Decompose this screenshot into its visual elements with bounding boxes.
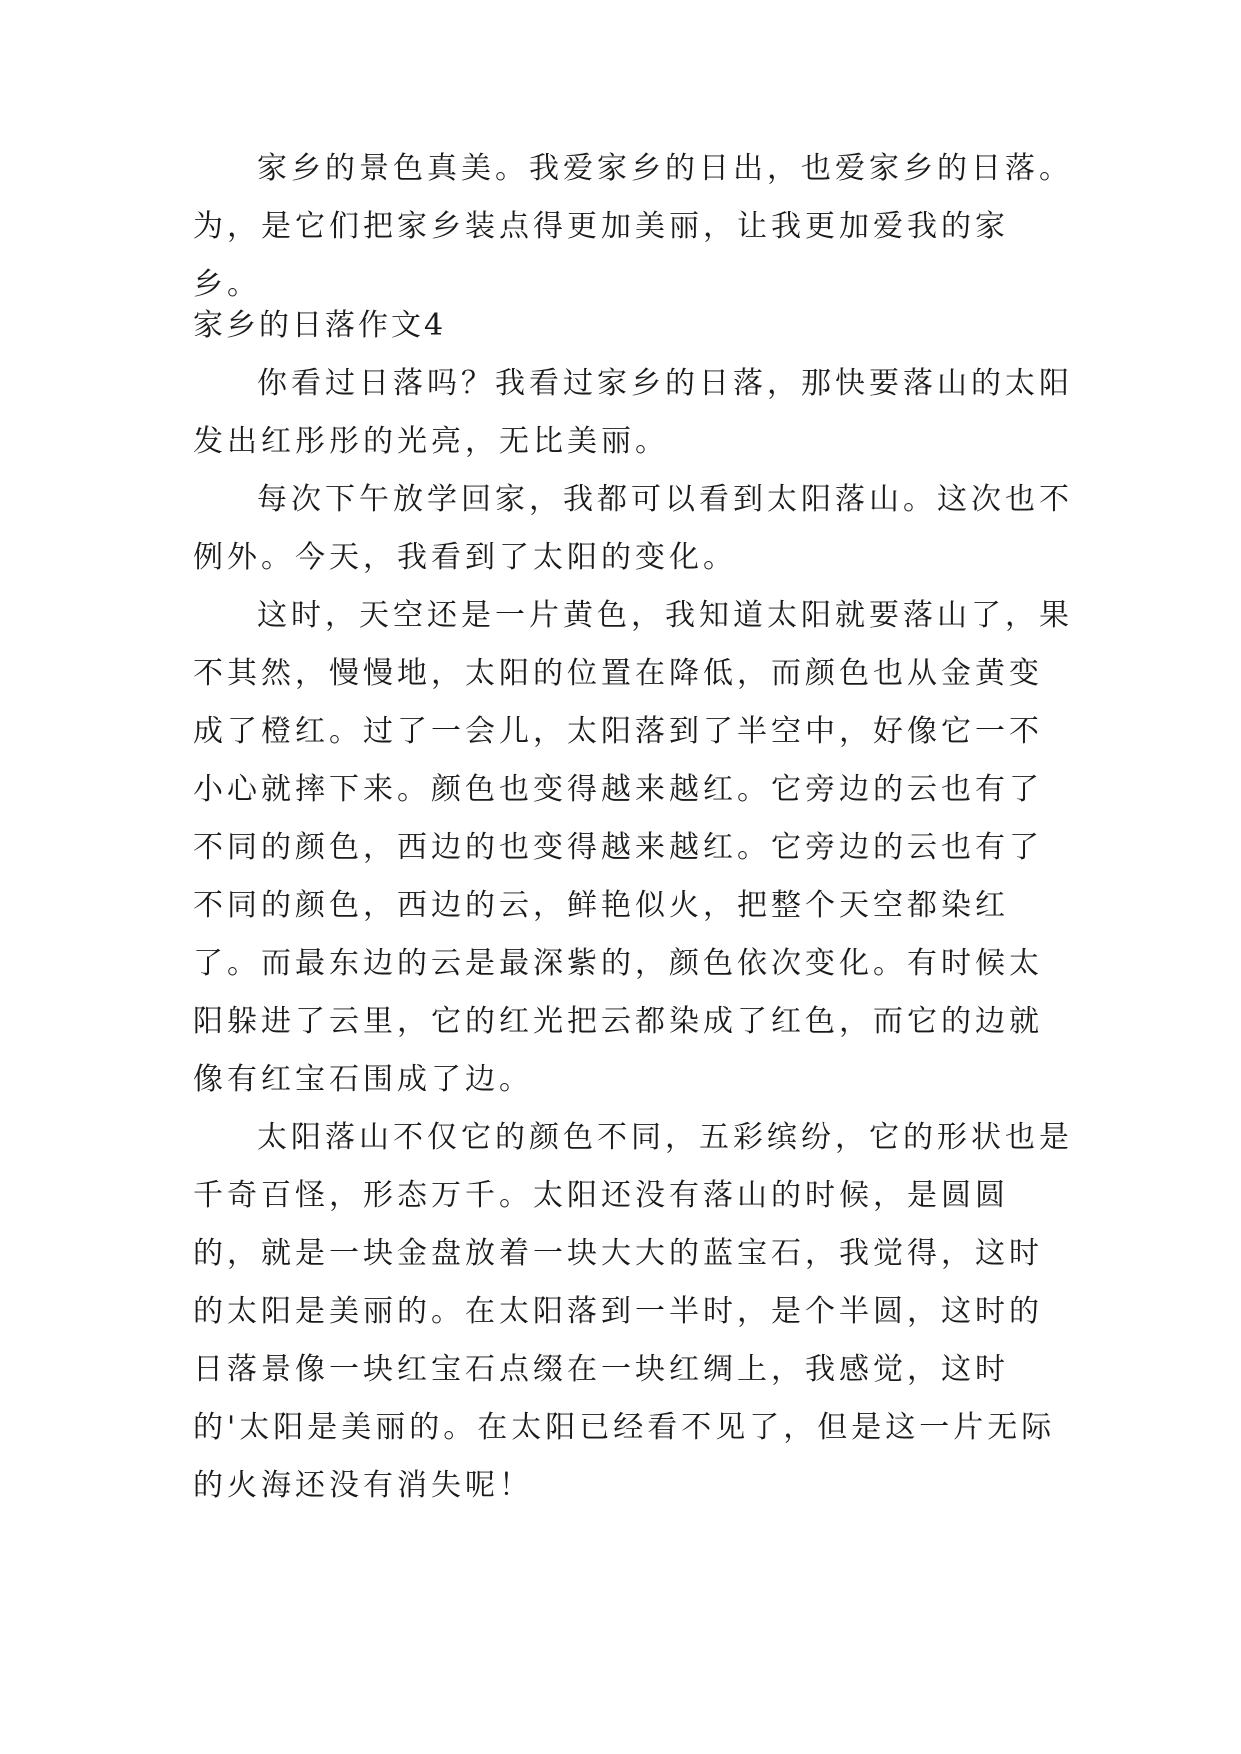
intro-section [193,140,1073,314]
paragraph-1: 你看过日落吗？我看过家乡的日落，那快要落山的太阳发出红彤彤的光亮，无比美丽。 [193,366,1073,459]
essay-heading: 家乡的日落作文4 [193,308,447,343]
intro-paragraph: 家乡的景色真美。我爱家乡的日出，也爱家乡的日落。为，是它们把家乡装点得更加美丽，让我更加爱我的家乡。 [193,151,1073,302]
paragraph-3: 这时，天空还是一片黄色，我知道太阳就要落山了，果不其然，慢慢地，太阳的位置在降低，而颜色也从金黄变成了橙红。过了一会儿，太阳落到了半空中，好像它一不小心就摔下来。颜色也变得越来越红。它旁边的云也有了不同的颜色，西边的也变得越来越红。它旁边的云也有了不同的颜色，西边的云，鲜艳似火，把整个天空都染红了。而最东边的云是最深紫的，颜色依次变化。有时候太阳躲进了云里，它的红光把云都染成了红色，而它的边就像有红宝石围成了边。 [193,598,1073,1097]
paragraph-2: 每次下午放学回家，我都可以看到太阳落山。这次也不例外。今天，我看到了太阳的变化。 [193,482,1073,575]
essay-section [193,297,1073,1515]
paragraph-4: 太阳落山不仅它的颜色不同，五彩缤纷，它的形状也是千奇百怪，形态万千。太阳还没有落山的时候，是圆圆的，就是一块金盘放着一块大大的蓝宝石，我觉得，这时的太阳是美丽的。在太阳落到一半时，是个半圆，这时的日落景像一块红宝石点缀在一块红绸上，我感觉，这时的'太阳是美丽的。在太阳已经看不见了，但是这一片无际的火海还没有消失呢！ [193,1120,1073,1503]
